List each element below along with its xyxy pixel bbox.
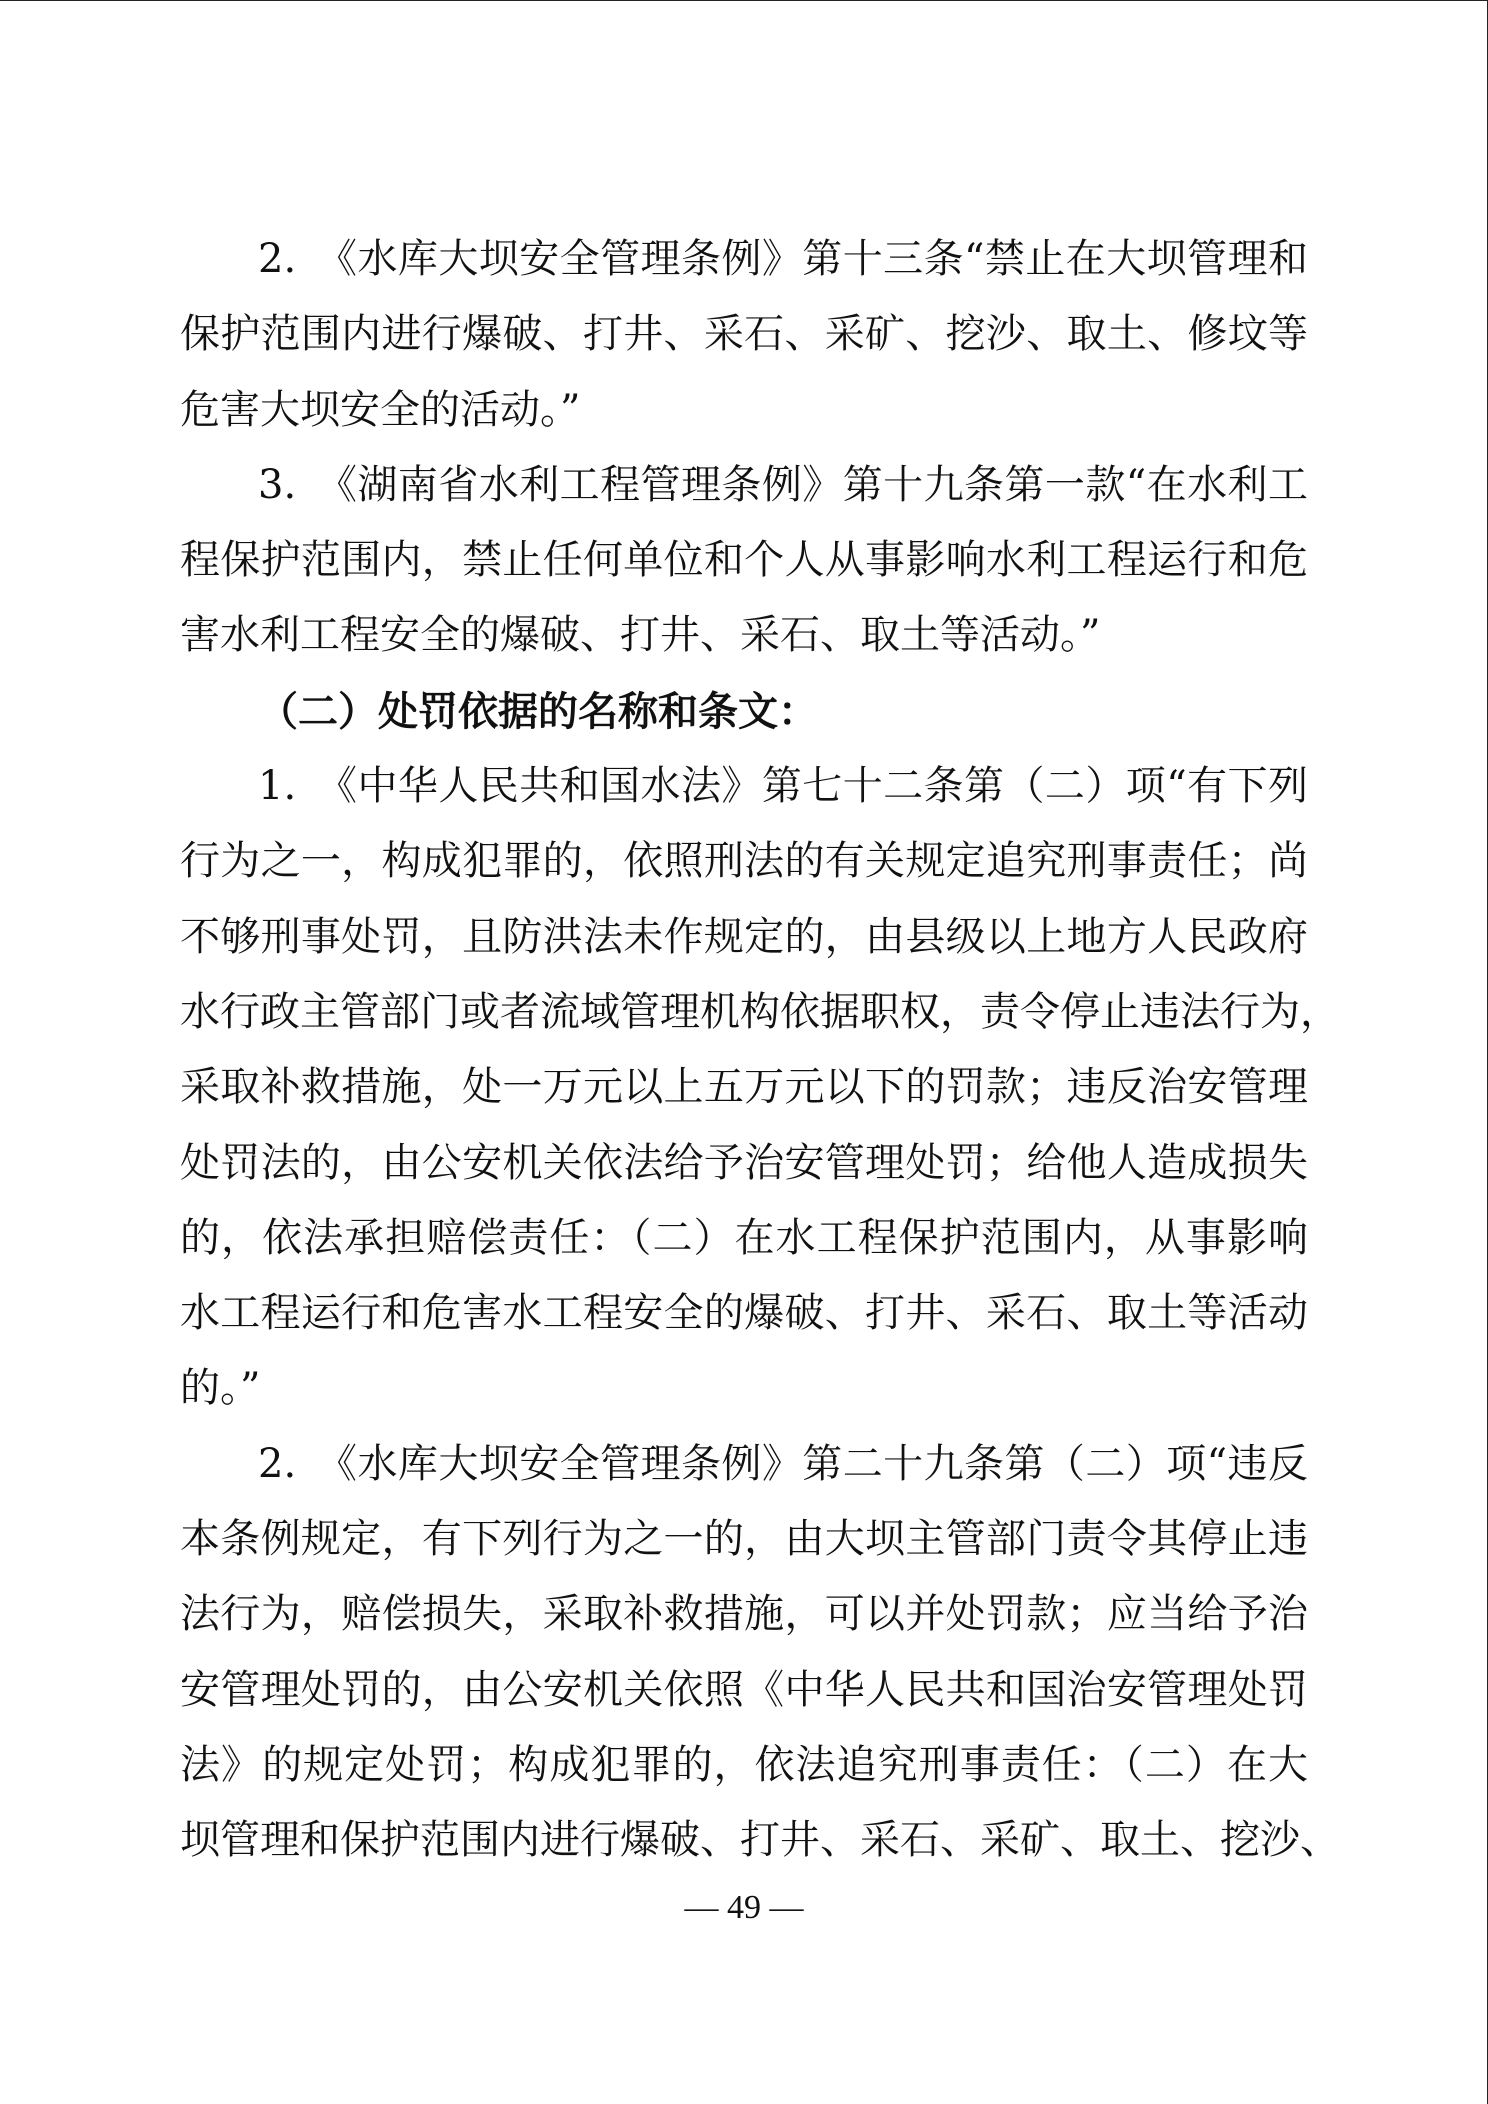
text-line: 处罚法的，由公安机关依法给予治安管理处罚；给他人造成损失	[180, 1139, 1308, 1186]
text-line: 行为之一，构成犯罪的，依照刑法的有关规定追究刑事责任；尚	[180, 838, 1308, 885]
paragraph-dam-article-29	[180, 1427, 1340, 1879]
text-line: 水行政主管部门或者流域管理机构依据职权，责令停止违法行为，	[180, 988, 1340, 1035]
text-line: 1. 《中华人民共和国水法》第七十二条第（二）项“有下列	[258, 763, 1308, 810]
text-line: 的，依法承担赔偿责任：（二）在水工程保护范围内，从事影响	[180, 1214, 1308, 1261]
page-number: — 49 —	[684, 1889, 804, 1926]
text-line: 害水利工程安全的爆破、打井、采石、取土等活动。”	[180, 612, 1101, 659]
text-line: 不够刑事处罚，且防洪法未作规定的，由县级以上地方人民政府	[180, 913, 1308, 960]
text-line: 保护范围内进行爆破、打井、采石、采矿、挖沙、取土、修坟等	[180, 311, 1308, 358]
document-body	[180, 222, 1340, 1879]
paragraph-hunan-article-19	[180, 448, 1308, 674]
text-line: 危害大坝安全的活动。”	[180, 386, 581, 433]
paragraph-dam-article-13	[180, 222, 1308, 448]
text-line: 3. 《湖南省水利工程管理条例》第十九条第一款“在水利工	[258, 461, 1308, 508]
paragraph-water-law-article-72	[180, 749, 1340, 1427]
text-line: 安管理处罚的，由公安机关依照《中华人民共和国治安管理处罚	[180, 1666, 1308, 1713]
text-line: 本条例规定，有下列行为之一的，由大坝主管部门责令其停止违	[180, 1516, 1308, 1563]
text-line: 采取补救措施，处一万元以上五万元以下的罚款；违反治安管理	[180, 1064, 1308, 1111]
text-line: 法行为，赔偿损失，采取补救措施，可以并处罚款；应当给予治	[180, 1591, 1308, 1638]
text-line: 程保护范围内，禁止任何单位和个人从事影响水利工程运行和危	[180, 537, 1308, 584]
text-line: 坝管理和保护范围内进行爆破、打井、采石、采矿、取土、挖沙、	[180, 1817, 1340, 1864]
section-heading: （二）处罚依据的名称和条文：	[258, 687, 818, 735]
text-line: 水工程运行和危害水工程安全的爆破、打井、采石、取土等活动	[180, 1290, 1308, 1337]
text-line: 法》的规定处罚；构成犯罪的，依法追究刑事责任：（二）在大	[180, 1741, 1308, 1788]
text-line: 2. 《水库大坝安全管理条例》第十三条“禁止在大坝管理和	[258, 236, 1308, 282]
text-line: 2. 《水库大坝安全管理条例》第二十九条第（二）项“违反	[258, 1440, 1308, 1487]
text-line: 的。”	[180, 1365, 261, 1412]
